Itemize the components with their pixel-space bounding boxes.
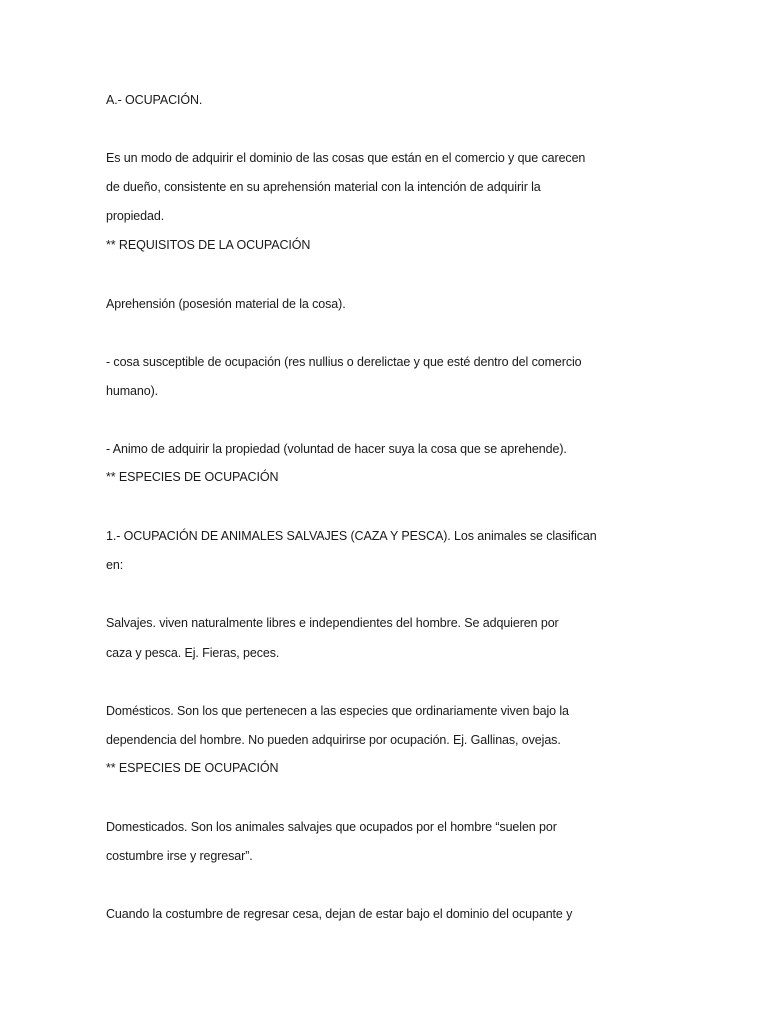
- paragraph-line: en:: [106, 558, 124, 572]
- paragraph-line: - Animo de adquirir la propiedad (voluntad de hacer suya la cosa que se aprehende).: [106, 442, 567, 456]
- paragraph-line: humano).: [106, 384, 159, 398]
- paragraph-line: Domesticados. Son los animales salvajes que ocupados por el hombre “suelen por: [106, 820, 557, 834]
- paragraph-line: Salvajes. viven naturalmente libres e independientes del hombre. Se adquieren por: [106, 616, 559, 630]
- paragraph-line: Cuando la costumbre de regresar cesa, dejan de estar bajo el dominio del ocupante y: [106, 907, 573, 921]
- paragraph-line: 1.- OCUPACIÓN DE ANIMALES SALVAJES (CAZA Y PESCA). Los animales se clasifican: [106, 529, 597, 543]
- paragraph-line: Aprehensión (posesión material de la cosa).: [106, 297, 346, 311]
- subheading: ** ESPECIES DE OCUPACIÓN: [106, 470, 279, 484]
- paragraph-line: dependencia del hombre. No pueden adquirirse por ocupación. Ej. Gallinas, ovejas.: [106, 733, 561, 747]
- paragraph-line: Domésticos. Son los que pertenecen a las especies que ordinariamente viven bajo la: [106, 704, 569, 718]
- paragraph-line: costumbre irse y regresar”.: [106, 849, 253, 863]
- paragraph-line: caza y pesca. Ej. Fieras, peces.: [106, 646, 280, 660]
- section-title: A.- OCUPACIÓN.: [106, 93, 203, 107]
- paragraph-line: Es un modo de adquirir el dominio de las cosas que están en el comercio y que carecen: [106, 151, 586, 165]
- subheading: ** ESPECIES DE OCUPACIÓN: [106, 761, 279, 775]
- paragraph-line: de dueño, consistente en su aprehensión material con la intención de adquirir la: [106, 180, 541, 194]
- paragraph-line: - cosa susceptible de ocupación (res nullius o derelictae y que esté dentro del comercio: [106, 355, 582, 369]
- paragraph-line: propiedad.: [106, 209, 165, 223]
- subheading: ** REQUISITOS DE LA OCUPACIÓN: [106, 238, 311, 252]
